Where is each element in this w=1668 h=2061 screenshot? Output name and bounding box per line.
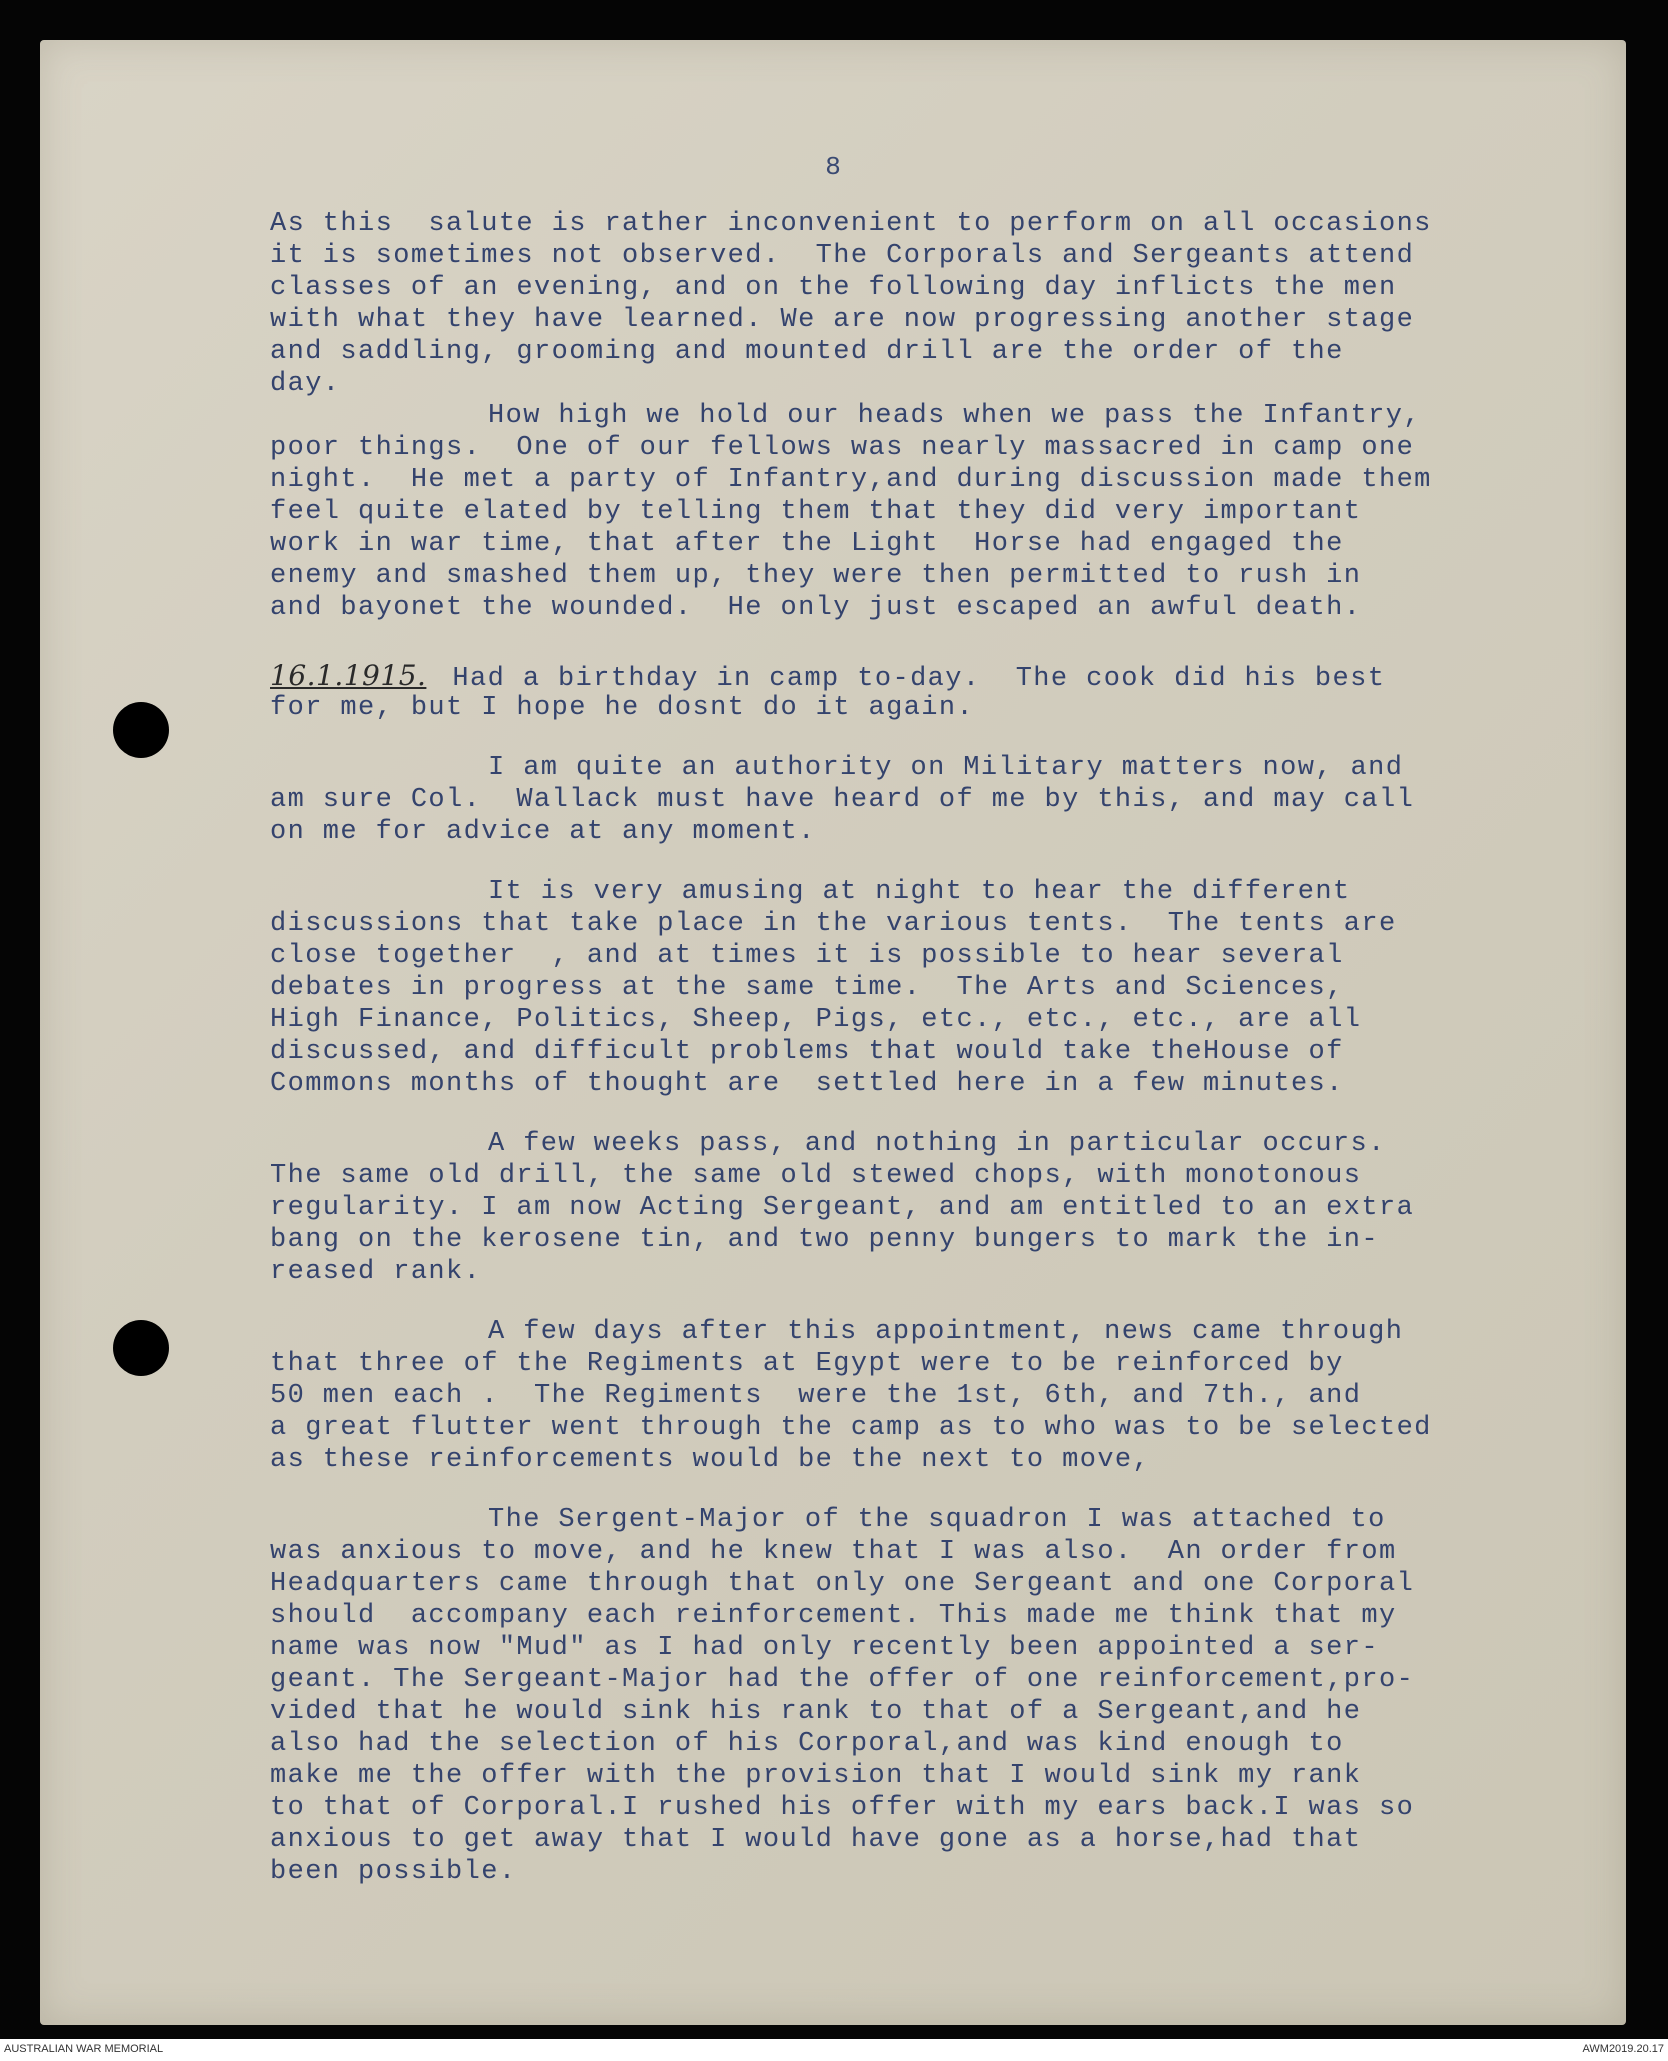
text-line: night. He met a party of Infantry,and during discussion made them: [270, 465, 1432, 495]
text-line: As this salute is rather inconvenient to perform on all occasions: [270, 209, 1432, 239]
text-line: The Sergent-Major of the squadron I was attached to: [488, 1505, 1386, 1535]
text-line: was anxious to move, and he knew that I was also. An order from: [270, 1537, 1397, 1567]
document-body: [270, 208, 1640, 1888]
text-line: 50 men each . The Regiments were the 1st, 6th, and 7th., and: [270, 1381, 1362, 1411]
text-line: that three of the Regiments at Egypt were to be reinforced by: [270, 1349, 1344, 1379]
text-line: reased rank.: [270, 1257, 482, 1287]
text-line: enemy and smashed them up, they were then permitted to rush in: [270, 561, 1362, 591]
text-line: and bayonet the wounded. He only just escaped an awful death.: [270, 593, 1362, 623]
paragraph: [270, 1504, 1640, 1888]
text-line: it is sometimes not observed. The Corporals and Sergeants attend: [270, 241, 1415, 271]
text-line: A few weeks pass, and nothing in particular occurs.: [488, 1129, 1386, 1159]
paragraph: [270, 1128, 1640, 1288]
punch-hole: [113, 1320, 169, 1376]
text-line: for me, but I hope he dosnt do it again.: [270, 693, 975, 723]
text-line: I am quite an authority on Military matters now, and: [488, 753, 1404, 783]
page-number: 8: [825, 152, 841, 182]
text-line: name was now "Mud" as I had only recently been appointed a ser-: [270, 1633, 1379, 1663]
paragraph: [270, 208, 1640, 400]
text-line: make me the offer with the provision that I would sink my rank: [270, 1761, 1362, 1791]
text-line: been possible.: [270, 1857, 517, 1887]
text-line: [270, 660, 1640, 692]
text-line: poor things. One of our fellows was nearly massacred in camp one: [270, 433, 1415, 463]
text-line: close together , and at times it is possible to hear several: [270, 941, 1344, 971]
text-line: vided that he would sink his rank to that of a Sergeant,and he: [270, 1697, 1362, 1727]
text-line: The same old drill, the same old stewed chops, with monotonous: [270, 1161, 1362, 1191]
text-line: debates in progress at the same time. The Arts and Sciences,: [270, 973, 1344, 1003]
paragraph: [270, 400, 1640, 624]
text-line: bang on the kerosene tin, and two penny bungers to mark the in-: [270, 1225, 1379, 1255]
text-line: day.: [270, 369, 341, 399]
text-line: Headquarters came through that only one Sergeant and one Corporal: [270, 1569, 1415, 1599]
text-line: should accompany each reinforcement. This made me think that my: [270, 1601, 1397, 1631]
footer-bar: [0, 2039, 1668, 2061]
paragraph: [270, 752, 1640, 848]
footer-institution: AUSTRALIAN WAR MEMORIAL: [4, 2043, 164, 2055]
text-line: classes of an evening, and on the following day inflicts the men: [270, 273, 1397, 303]
paragraph: [270, 876, 1640, 1100]
text-line: and saddling, grooming and mounted drill are the order of the: [270, 337, 1344, 367]
text-line: a great flutter went through the camp as to who was to be selected: [270, 1413, 1432, 1443]
text-line: geant. The Sergeant-Major had the offer of one reinforcement,pro-: [270, 1665, 1415, 1695]
text-line: discussed, and difficult problems that would take theHouse of: [270, 1037, 1344, 1067]
paragraph: [270, 1316, 1640, 1476]
handwritten-date: 16.1.1915.: [270, 659, 427, 692]
text-line: on me for advice at any moment.: [270, 817, 816, 847]
text-line: It is very amusing at night to hear the different: [488, 877, 1351, 907]
text-line: regularity. I am now Acting Sergeant, and am entitled to an extra: [270, 1193, 1415, 1223]
text-line: Commons months of thought are settled here in a few minutes.: [270, 1069, 1344, 1099]
footer-accession-number: AWM2019.20.17: [1582, 2043, 1664, 2055]
text-line-content: Had a birthday in camp to-day. The cook did his best: [452, 664, 1386, 694]
text-line: discussions that take place in the various tents. The tents are: [270, 909, 1397, 939]
text-line: with what they have learned. We are now progressing another stage: [270, 305, 1415, 335]
text-line: A few days after this appointment, news came through: [488, 1317, 1404, 1347]
paragraph: [270, 660, 1640, 724]
text-line: work in war time, that after the Light Horse had engaged the: [270, 529, 1344, 559]
text-line: also had the selection of his Corporal,and was kind enough to: [270, 1729, 1344, 1759]
text-line: How high we hold our heads when we pass the Infantry,: [488, 401, 1421, 431]
punch-hole: [113, 702, 169, 758]
text-line: feel quite elated by telling them that they did very important: [270, 497, 1362, 527]
text-line: to that of Corporal.I rushed his offer with my ears back.I was so: [270, 1793, 1415, 1823]
text-line: High Finance, Politics, Sheep, Pigs, etc., etc., etc., are all: [270, 1005, 1362, 1035]
text-line: anxious to get away that I would have gone as a horse,had that: [270, 1825, 1362, 1855]
text-line: as these reinforcements would be the next to move,: [270, 1445, 1151, 1475]
text-line: am sure Col. Wallack must have heard of me by this, and may call: [270, 785, 1415, 815]
